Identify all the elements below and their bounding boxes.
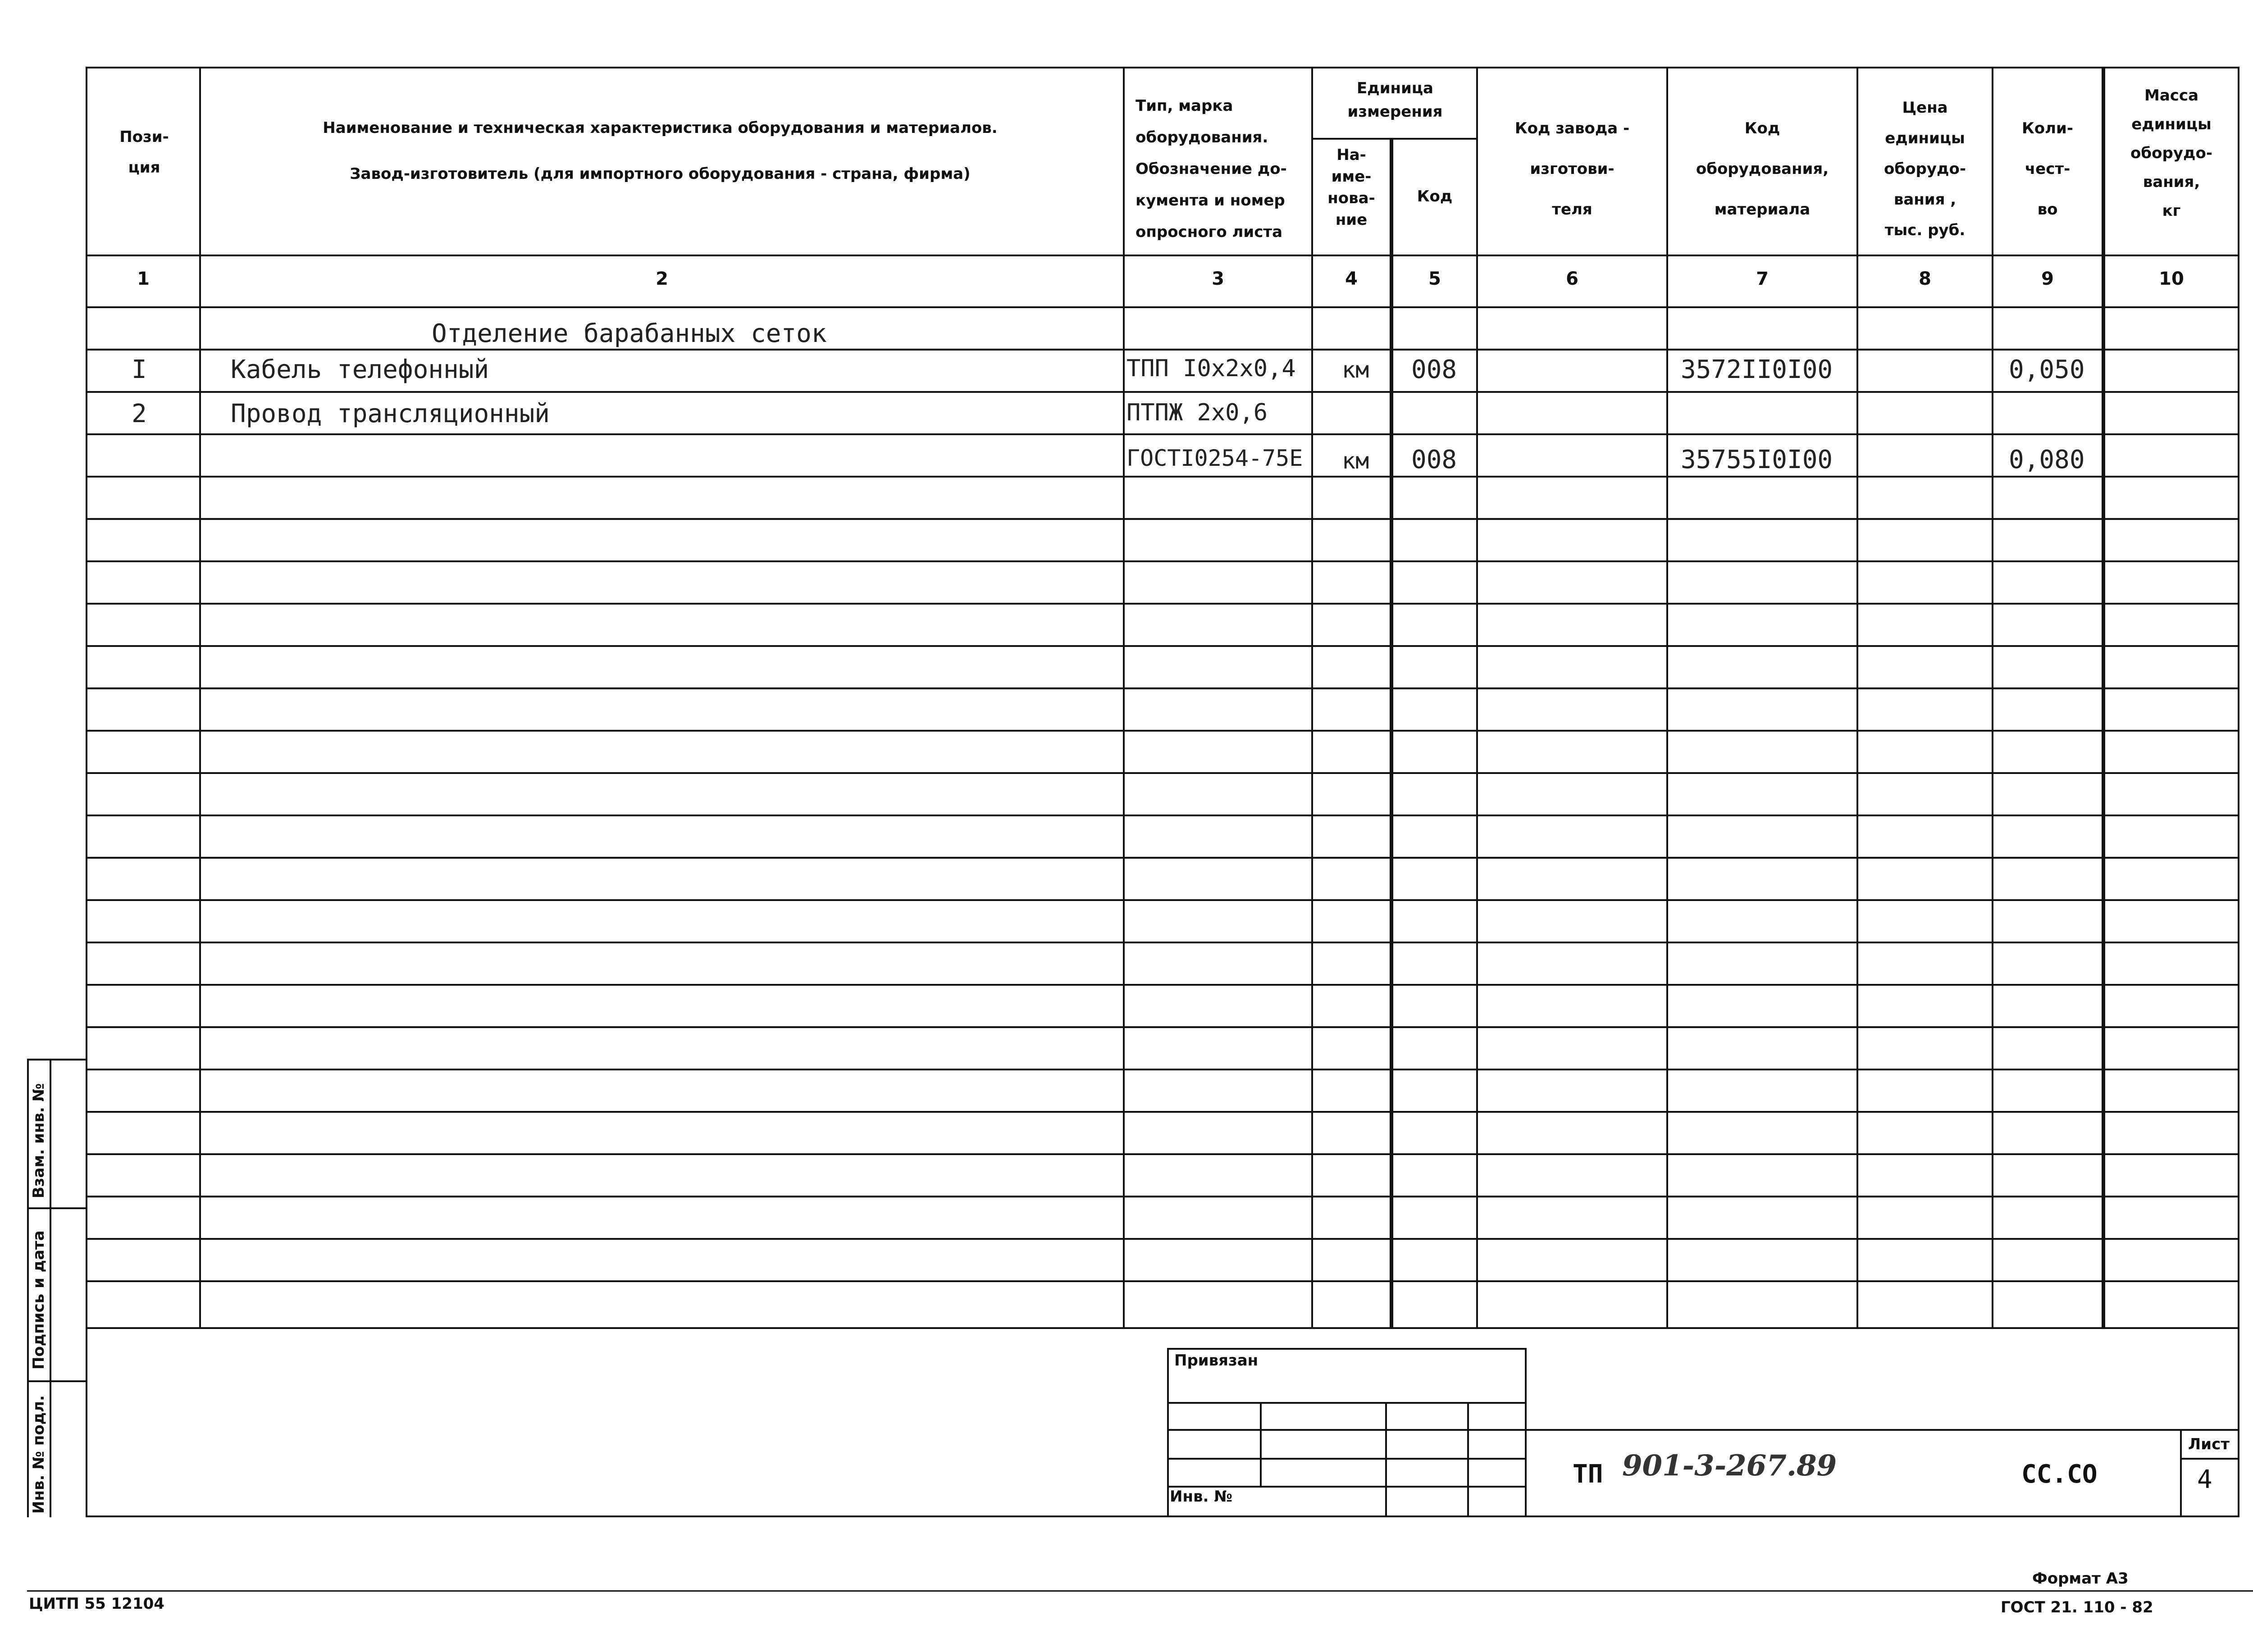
header-mass: Масса единицы оборудо- вания, кг	[2130, 86, 2212, 220]
table-row-line	[86, 1280, 2239, 1282]
col-sep-4	[1390, 138, 1393, 1327]
table-row-line	[86, 815, 2239, 816]
col-sep-9	[2102, 67, 2105, 1328]
side-strip-inner-line	[50, 1059, 51, 1517]
table-row-line	[86, 1196, 2239, 1197]
side-strip-sep-3	[27, 1380, 87, 1382]
col-sep-1	[199, 67, 201, 1328]
table-row-line	[86, 984, 2239, 986]
frame-right-line	[2238, 67, 2239, 1517]
stamp-doc-code-handwritten: 901-3-267.89	[1622, 1449, 1837, 1483]
col-sep-7	[1856, 67, 1858, 1328]
row-1-unit: км	[1342, 357, 1369, 383]
colnum-5: 5	[1428, 269, 1441, 289]
table-row-line	[86, 1111, 2239, 1113]
table-row-line	[86, 476, 2239, 478]
colnum-9: 9	[2041, 269, 2054, 289]
header-maker-code: Код завода - изготови- теля	[1514, 119, 1630, 218]
unit-subheader-line	[1311, 138, 1478, 140]
stamp-doc-code-printed: ТП	[1573, 1460, 1603, 1489]
row-2-position: 2	[132, 399, 147, 428]
table-row-line	[86, 1026, 2239, 1028]
numbers-bottom-line	[86, 306, 2239, 308]
colnum-6: 6	[1566, 269, 1578, 289]
row-3-type: ГОСТI0254-75Е	[1126, 445, 1303, 471]
colnum-8: 8	[1919, 269, 1931, 289]
footer-left-code: ЦИТП 55 12104	[29, 1595, 164, 1613]
row-2-type: ПТПЖ 2x0,6	[1126, 399, 1268, 426]
row-1-type: ТПП I0x2x0,4	[1126, 355, 1296, 382]
sheet-box-left	[2180, 1431, 2182, 1515]
colnum-7: 7	[1756, 269, 1769, 289]
row-1-code: 008	[1411, 355, 1457, 384]
colnum-2: 2	[656, 269, 668, 289]
stamp-attached-label: Привязан	[1174, 1352, 1259, 1370]
stamp-inv-label: Инв. №	[1170, 1488, 1233, 1506]
side-label-replace-inv: Взам. инв. №	[30, 1083, 48, 1198]
header-position: Пози- ция	[119, 128, 169, 177]
side-strip-sep-1	[27, 1059, 87, 1060]
table-row-line	[86, 391, 2239, 393]
col-sep-6	[1666, 67, 1668, 1328]
row-3-unit: км	[1342, 448, 1369, 474]
side-strip-sep-2	[27, 1207, 87, 1209]
header-name: Наименование и техническая характеристика оборудования и материалов. Завод-изготовитель (для импортного оборудования - страна, фирма)	[323, 119, 998, 183]
table-row-line	[86, 1238, 2239, 1240]
table-bottom-line	[86, 1327, 2239, 1329]
row-1-equipment-code: 3572II0I00	[1681, 355, 1833, 384]
table-row-line	[86, 899, 2239, 901]
stamp-attached-row-3	[1167, 1458, 1527, 1460]
colnum-1: 1	[137, 269, 150, 289]
table-row-line	[86, 1153, 2239, 1155]
table-row-line	[86, 772, 2239, 774]
stamp-attached-row-2	[1167, 1429, 1527, 1431]
col-sep-2	[1123, 67, 1125, 1328]
stamp-attached-col-1	[1260, 1402, 1262, 1486]
stamp-attached-top	[1167, 1348, 1527, 1350]
stamp-attached-col-3	[1467, 1402, 1469, 1515]
row-1-name: Кабель телефонный	[231, 355, 489, 384]
row-1-quantity: 0,050	[2009, 355, 2085, 384]
stamp-attached-right	[1525, 1348, 1527, 1515]
footer-format: Формат А3	[2032, 1570, 2129, 1588]
frame-bottom-line	[86, 1515, 2239, 1517]
row-3-code: 008	[1411, 445, 1457, 474]
frame-top-line	[86, 67, 2239, 68]
table-row-line	[86, 857, 2239, 859]
header-bottom-line	[86, 255, 2239, 256]
row-2-name: Провод трансляционный	[231, 399, 550, 428]
header-quantity: Коли- чест- во	[2022, 119, 2073, 218]
side-strip-left-line	[27, 1059, 29, 1517]
stamp-attached-row-1	[1167, 1402, 1527, 1404]
table-row-line	[86, 349, 2239, 350]
table-row-line	[86, 603, 2239, 605]
table-row-line	[86, 730, 2239, 732]
header-unit-group: Единица измерения	[1347, 79, 1443, 121]
footer-line	[27, 1590, 2253, 1592]
stamp-code-top	[1525, 1429, 2239, 1431]
row-3-equipment-code: 35755I0I00	[1681, 445, 1833, 474]
table-row-line	[86, 687, 2239, 689]
table-row-line	[86, 433, 2239, 435]
sheet-label: Лист	[2188, 1435, 2230, 1453]
table-row-line	[86, 1069, 2239, 1070]
table-row-line	[86, 560, 2239, 562]
side-label-inv-original: Инв. № подл.	[30, 1395, 48, 1514]
section-heading: Отделение барабанных сеток	[432, 319, 827, 348]
table-row-line	[86, 518, 2239, 520]
col-sep-5	[1476, 67, 1478, 1328]
stamp-mark: СС.СО	[2021, 1460, 2098, 1489]
colnum-10: 10	[2159, 269, 2184, 289]
side-label-signature-date: Подпись и дата	[30, 1230, 48, 1370]
colnum-3: 3	[1212, 269, 1224, 289]
table-row-line	[86, 942, 2239, 943]
header-equipment-code: Код оборудования, материала	[1696, 119, 1829, 218]
header-unit-code: Код	[1417, 187, 1453, 205]
header-price: Цена единицы оборудо- вания , тыс. руб.	[1884, 99, 1966, 239]
header-type: Тип, марка оборудования. Обозначение до- кумента и номер опросного листа	[1136, 97, 1287, 241]
table-row-line	[86, 645, 2239, 647]
row-1-position: I	[132, 355, 147, 384]
row-3-quantity: 0,080	[2009, 445, 2085, 474]
header-unit-name: На- име- нова- ние	[1327, 146, 1375, 229]
colnum-4: 4	[1345, 269, 1358, 289]
stamp-attached-col-2	[1385, 1402, 1387, 1515]
sheet-box-sep	[2180, 1458, 2239, 1460]
footer-gost: ГОСТ 21. 110 - 82	[2001, 1598, 2153, 1616]
col-sep-3	[1311, 67, 1313, 1328]
col-sep-8	[1992, 67, 1993, 1328]
sheet-number: 4	[2197, 1465, 2212, 1494]
stamp-attached-left	[1167, 1348, 1169, 1515]
